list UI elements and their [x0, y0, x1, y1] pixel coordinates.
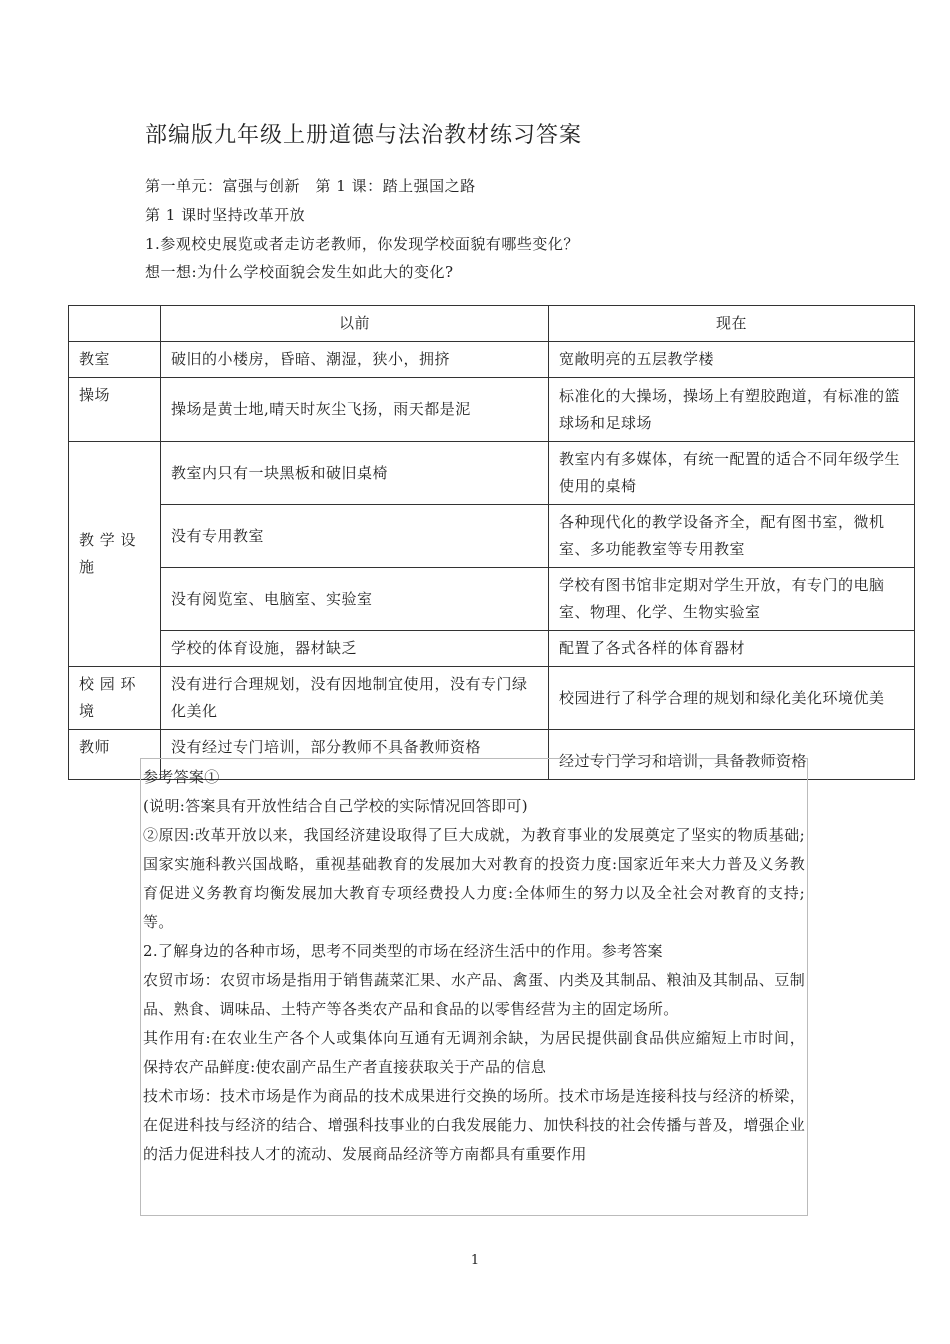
table-row: [69, 631, 915, 667]
row-label-playground: 操场: [69, 378, 161, 442]
table-row: [69, 442, 915, 505]
comparison-table: [68, 305, 915, 780]
row-label-campus: 校 园 环 境: [69, 667, 161, 730]
cell-before: 学校的体育设施，器材缺乏: [161, 631, 549, 667]
cell-now: 宽敞明亮的五层教学楼: [549, 342, 915, 378]
page-title: 部编版九年级上册道德与法治教材练习答案: [145, 123, 583, 148]
answer-heading: 参考答案①: [143, 768, 220, 786]
market-farm: 农贸市场：农贸市场是指用于销售蔬菜汇果、水产品、禽蛋、内类及其制品、粮油及其制品、豆制品、熟食、调味品、土特产等各类农产品和食品的以零售经营为主的固定场所。: [143, 971, 805, 1018]
market-tech: 技术市场：技术市场是作为商品的技术成果进行交换的场所。技术市场是连接科技与经济的桥梁，在促进科技与经济的结合、增强科技事业的白我发展能力、加快科技的社会传播与普及，增强企业的活力促进科技人才的流动、发展商品经济等方南都具有重要作用: [143, 1087, 805, 1163]
cell-before: 没有阅览室、电脑室、实验室: [161, 568, 549, 631]
table-row: [69, 342, 915, 378]
question-2: 2.了解身边的各种市场，思考不同类型的市场在经济生活中的作用。参考答案: [143, 942, 663, 960]
answer-reason: ②原因:改革开放以来，我国经济建设取得了巨大成就，为教育事业的发展奠定了坚实的物质基础;国家实施科教兴国战略，重视基础教育的发展加大对教育的投资力度:国家近年来大力普及义务教育促进义务教育均衡发展加大教育专项经费投人力度:全体师生的努力以及全社会对教育的支持;等。: [143, 826, 805, 931]
header-blank: [69, 306, 161, 342]
cell-now: 校园进行了科学合理的规划和绿化美化环境优美: [549, 667, 915, 730]
table-header-row: [69, 306, 915, 342]
row-label-teachers: 教师: [69, 730, 161, 780]
answer-note: (说明:答案具有开放性结合自己学校的实际情况回答即可): [143, 797, 528, 815]
cell-now: 配置了各式各样的体育器材: [549, 631, 915, 667]
cell-now: 各种现代化的教学设备齐全，配有图书室，微机室、多功能教室等专用教室: [549, 505, 915, 568]
unit-line: 第一单元：富强与创新 第 1 课：踏上强国之路: [145, 177, 476, 195]
market-farm-role: 其作用有:在农业生产各个人或集体向互通有无调剂余缺，为居民提供副食品供应縮短上市时间，保持农产品鲜度:使农副产品生产者直接获取关于产品的信息: [143, 1029, 805, 1076]
cell-now: 经过专门学习和培训，具备教师资格: [549, 730, 915, 780]
header-before: 以前: [161, 306, 549, 342]
answer-box: [140, 758, 808, 1216]
page-number: 1: [470, 1253, 480, 1268]
question-1: 1.参观校史展览或者走访老教师，你发现学校面貌有哪些变化？: [145, 235, 579, 253]
cell-before: 没有经过专门培训，部分教师不具备教师资格: [161, 730, 549, 780]
cell-now: 学校有图书馆非定期对学生开放，有专门的电脑室、物理、化学、生物实验室: [549, 568, 915, 631]
lesson-line: 第 1 课时坚持改革开放: [145, 206, 306, 224]
row-label-classroom: 教室: [69, 342, 161, 378]
table-row: [69, 568, 915, 631]
table-row: [69, 378, 915, 442]
cell-before: 教室内只有一块黑板和破旧桌椅: [161, 442, 549, 505]
table-row: [69, 505, 915, 568]
header-now: 现在: [549, 306, 915, 342]
cell-before: 破旧的小楼房，昏暗、潮湿，狭小，拥挤: [161, 342, 549, 378]
cell-before: 没有专用教室: [161, 505, 549, 568]
think-prompt: 想一想:为什么学校面貌会发生如此大的变化?: [145, 263, 454, 281]
cell-before: 操场是黄士地,晴天时灰尘飞扬，雨天都是泥: [161, 378, 549, 442]
cell-now: 教室内有多媒体，有统一配置的适合不同年级学生使用的桌椅: [549, 442, 915, 505]
table-row: [69, 667, 915, 730]
row-label-facilities: 教 学 设 施: [69, 442, 161, 667]
cell-before: 没有进行合理规划，没有因地制宜使用，没有专门绿化美化: [161, 667, 549, 730]
cell-now: 标准化的大操场，操场上有塑胶跑道，有标准的篮球场和足球场: [549, 378, 915, 442]
